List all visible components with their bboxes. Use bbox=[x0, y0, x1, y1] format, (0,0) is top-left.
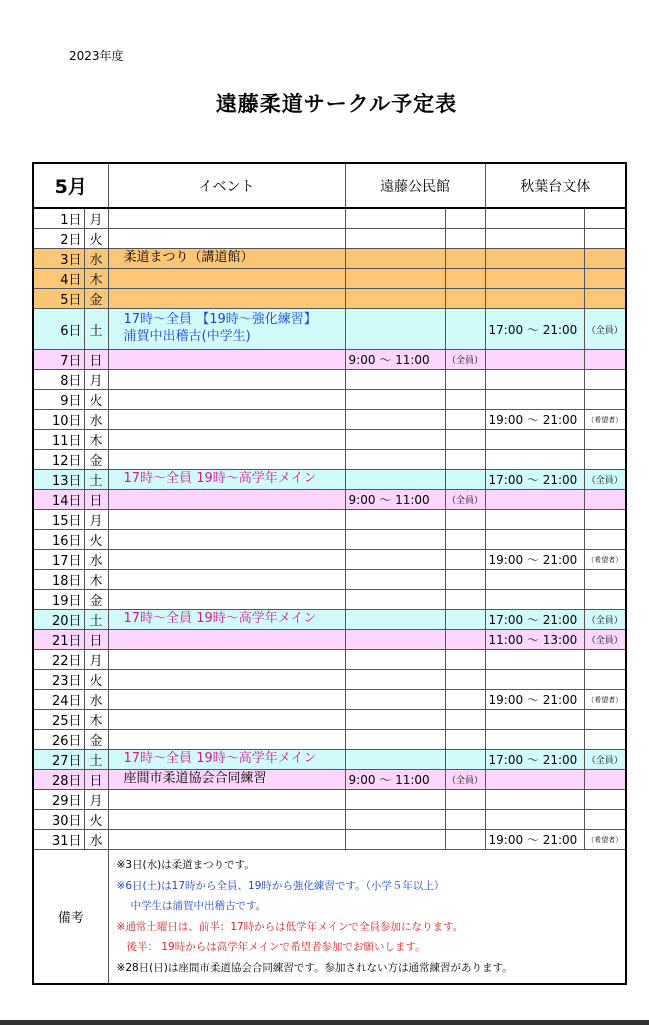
day-cell: 28日 bbox=[33, 770, 84, 790]
venue1-attendance-cell bbox=[445, 750, 485, 770]
venue1-attendance-cell bbox=[445, 510, 485, 530]
schedule-row bbox=[33, 770, 626, 790]
venue1-attendance-cell bbox=[445, 610, 485, 630]
day-cell: 5日 bbox=[33, 289, 84, 309]
event-cell bbox=[108, 690, 345, 710]
event-cell bbox=[108, 470, 345, 490]
day-cell: 21日 bbox=[33, 630, 84, 650]
weekday-cell: 金 bbox=[84, 590, 108, 610]
event-cell bbox=[108, 710, 345, 730]
schedule-row bbox=[33, 289, 626, 309]
event-cell bbox=[108, 249, 345, 269]
venue1-attendance-cell: （全員） bbox=[445, 350, 485, 370]
event-cell bbox=[108, 770, 345, 790]
weekday-cell: 金 bbox=[84, 289, 108, 309]
venue1-attendance-cell bbox=[445, 410, 485, 430]
weekday-cell: 火 bbox=[84, 530, 108, 550]
schedule-row bbox=[33, 229, 626, 249]
weekday-cell: 水 bbox=[84, 249, 108, 269]
event-cell bbox=[108, 810, 345, 830]
venue1-time-cell bbox=[345, 650, 445, 670]
event-cell bbox=[108, 450, 345, 470]
schedule-row bbox=[33, 530, 626, 550]
venue2-attendance-cell bbox=[584, 430, 626, 450]
venue1-time-cell bbox=[345, 670, 445, 690]
venue2-time-cell bbox=[485, 710, 584, 730]
event-cell bbox=[108, 610, 345, 630]
venue1-attendance-cell bbox=[445, 650, 485, 670]
venue2-time-cell bbox=[485, 530, 584, 550]
venue1-time-cell bbox=[345, 229, 445, 249]
weekday-cell: 木 bbox=[84, 710, 108, 730]
venue1-attendance-cell bbox=[445, 249, 485, 269]
day-cell: 15日 bbox=[33, 510, 84, 530]
schedule-row bbox=[33, 450, 626, 470]
day-cell: 27日 bbox=[33, 750, 84, 770]
venue1-attendance-cell: （全員） bbox=[445, 770, 485, 790]
event-cell bbox=[108, 350, 345, 370]
day-cell: 8日 bbox=[33, 370, 84, 390]
note-line: ※3日(水)は柔道まつりです。 bbox=[116, 859, 255, 871]
day-cell: 14日 bbox=[33, 490, 84, 510]
weekday-cell: 土 bbox=[84, 470, 108, 490]
note-line: ※通常土曜日は、前半：17時からは低学年メインで全員参加になります。 bbox=[116, 920, 464, 933]
venue1-column-heading: 遠藤公民館 bbox=[345, 163, 485, 208]
schedule-row bbox=[33, 269, 626, 289]
venue2-time-cell bbox=[485, 229, 584, 249]
venue2-time-cell: 19:00 ～ 21:00 bbox=[485, 830, 584, 850]
venue1-time-cell bbox=[345, 690, 445, 710]
weekday-cell: 金 bbox=[84, 730, 108, 750]
notes-lines bbox=[117, 855, 622, 978]
venue2-attendance-cell bbox=[584, 810, 626, 830]
event-cell bbox=[108, 650, 345, 670]
venue2-attendance-cell bbox=[584, 289, 626, 309]
venue1-time-cell bbox=[345, 410, 445, 430]
venue2-attendance-cell bbox=[584, 570, 626, 590]
event-cell bbox=[108, 750, 345, 770]
venue2-column-heading: 秋葉台文体 bbox=[485, 163, 626, 208]
venue1-attendance-cell bbox=[445, 790, 485, 810]
event-cell bbox=[108, 490, 345, 510]
event-cell bbox=[108, 309, 345, 350]
day-cell: 11日 bbox=[33, 430, 84, 450]
venue2-attendance-cell: （全員） bbox=[584, 750, 626, 770]
venue1-time-cell bbox=[345, 390, 445, 410]
schedule-row bbox=[33, 470, 626, 490]
day-cell: 10日 bbox=[33, 410, 84, 430]
venue2-attendance-cell bbox=[584, 249, 626, 269]
venue1-time-cell bbox=[345, 610, 445, 630]
venue2-time-cell bbox=[485, 650, 584, 670]
day-cell: 25日 bbox=[33, 710, 84, 730]
schedule-row bbox=[33, 390, 626, 410]
venue1-attendance-cell bbox=[445, 289, 485, 309]
day-cell: 12日 bbox=[33, 450, 84, 470]
venue2-attendance-cell: （全員） bbox=[584, 630, 626, 650]
venue2-attendance-cell bbox=[584, 450, 626, 470]
event-text: 17時～全員 19時～高学年メイン bbox=[123, 751, 317, 767]
event-cell bbox=[108, 208, 345, 229]
event-text-line2: 浦賀中出稽古(中学生) bbox=[123, 329, 251, 344]
event-cell bbox=[108, 790, 345, 810]
schedule-row bbox=[33, 249, 626, 269]
venue2-attendance-cell bbox=[584, 770, 626, 790]
venue2-time-cell: 19:00 ～ 21:00 bbox=[485, 550, 584, 570]
venue2-time-cell bbox=[485, 390, 584, 410]
venue1-attendance-cell bbox=[445, 570, 485, 590]
event-text: 座間市柔道協会合同練習 bbox=[123, 771, 267, 787]
schedule-row bbox=[33, 610, 626, 630]
weekday-cell: 月 bbox=[84, 650, 108, 670]
weekday-cell: 月 bbox=[84, 370, 108, 390]
venue1-time-cell bbox=[345, 289, 445, 309]
venue1-time-cell bbox=[345, 450, 445, 470]
venue2-time-cell: 19:00 ～ 21:00 bbox=[485, 410, 584, 430]
venue2-time-cell bbox=[485, 570, 584, 590]
fiscal-year-label: 2023年度 bbox=[69, 49, 124, 63]
venue2-attendance-cell bbox=[584, 510, 626, 530]
schedule-row bbox=[33, 350, 626, 370]
venue1-attendance-cell bbox=[445, 690, 485, 710]
venue2-time-cell bbox=[485, 350, 584, 370]
day-cell: 7日 bbox=[33, 350, 84, 370]
venue1-time-cell: 9:00 ～ 11:00 bbox=[345, 490, 445, 510]
schedule-row bbox=[33, 710, 626, 730]
weekday-cell: 火 bbox=[84, 810, 108, 830]
schedule-row bbox=[33, 410, 626, 430]
notes-row bbox=[33, 850, 626, 985]
weekday-cell: 月 bbox=[84, 510, 108, 530]
venue2-time-cell bbox=[485, 790, 584, 810]
venue1-time-cell bbox=[345, 630, 445, 650]
day-cell: 13日 bbox=[33, 470, 84, 490]
venue2-attendance-cell bbox=[584, 370, 626, 390]
event-cell bbox=[108, 570, 345, 590]
weekday-cell: 日 bbox=[84, 770, 108, 790]
weekday-cell: 水 bbox=[84, 550, 108, 570]
weekday-cell: 水 bbox=[84, 410, 108, 430]
event-cell bbox=[108, 590, 345, 610]
notes-label: 備考 bbox=[33, 850, 108, 985]
venue1-attendance-cell bbox=[445, 670, 485, 690]
venue2-attendance-cell bbox=[584, 730, 626, 750]
schedule-row bbox=[33, 750, 626, 770]
venue2-time-cell bbox=[485, 510, 584, 530]
venue2-time-cell bbox=[485, 490, 584, 510]
venue2-attendance-cell: （希望者） bbox=[584, 690, 626, 710]
schedule-row bbox=[33, 309, 626, 350]
weekday-cell: 木 bbox=[84, 430, 108, 450]
venue2-attendance-cell bbox=[584, 390, 626, 410]
venue2-attendance-cell: （希望者） bbox=[584, 550, 626, 570]
schedule-row bbox=[33, 550, 626, 570]
day-cell: 1日 bbox=[33, 208, 84, 229]
venue2-time-cell: 19:00 ～ 21:00 bbox=[485, 690, 584, 710]
weekday-cell: 火 bbox=[84, 229, 108, 249]
event-cell bbox=[108, 430, 345, 450]
weekday-cell: 火 bbox=[84, 670, 108, 690]
event-cell bbox=[108, 530, 345, 550]
schedule-row bbox=[33, 790, 626, 810]
venue1-attendance-cell bbox=[445, 430, 485, 450]
schedule-row bbox=[33, 810, 626, 830]
note-line: 中学生は浦賀中出稽古です。 bbox=[130, 900, 267, 912]
event-text: 17時～全員 【19時～強化練習】 bbox=[123, 312, 317, 328]
venue2-attendance-cell bbox=[584, 530, 626, 550]
venue2-time-cell: 17:00 ～ 21:00 bbox=[485, 470, 584, 490]
day-cell: 22日 bbox=[33, 650, 84, 670]
weekday-cell: 金 bbox=[84, 450, 108, 470]
venue1-time-cell bbox=[345, 430, 445, 450]
notes-content bbox=[108, 850, 626, 985]
venue2-time-cell bbox=[485, 670, 584, 690]
weekday-cell: 水 bbox=[84, 690, 108, 710]
venue1-time-cell bbox=[345, 470, 445, 490]
day-cell: 16日 bbox=[33, 530, 84, 550]
day-cell: 31日 bbox=[33, 830, 84, 850]
venue1-attendance-cell bbox=[445, 550, 485, 570]
venue1-attendance-cell bbox=[445, 370, 485, 390]
venue2-attendance-cell: （全員） bbox=[584, 470, 626, 490]
schedule-row bbox=[33, 830, 626, 850]
venue2-attendance-cell: （希望者） bbox=[584, 410, 626, 430]
venue1-time-cell bbox=[345, 730, 445, 750]
venue2-attendance-cell bbox=[584, 710, 626, 730]
day-cell: 18日 bbox=[33, 570, 84, 590]
event-cell bbox=[108, 229, 345, 249]
venue2-time-cell: 11:00 ～ 13:00 bbox=[485, 630, 584, 650]
day-cell: 19日 bbox=[33, 590, 84, 610]
event-cell bbox=[108, 830, 345, 850]
day-cell: 23日 bbox=[33, 670, 84, 690]
day-cell: 20日 bbox=[33, 610, 84, 630]
note-line: ※6日(土)は17時から全員、19時から強化練習です。（小学５年以上） bbox=[116, 879, 445, 892]
venue1-time-cell bbox=[345, 249, 445, 269]
venue2-attendance-cell: （全員） bbox=[584, 309, 626, 350]
venue2-time-cell bbox=[485, 249, 584, 269]
event-cell bbox=[108, 550, 345, 570]
venue1-time-cell bbox=[345, 790, 445, 810]
venue2-attendance-cell bbox=[584, 208, 626, 229]
venue1-attendance-cell bbox=[445, 710, 485, 730]
day-cell: 26日 bbox=[33, 730, 84, 750]
note-line: 後半： 19時からは高学年メインで希望者参加でお願いします。 bbox=[126, 941, 426, 953]
venue1-attendance-cell bbox=[445, 470, 485, 490]
day-cell: 2日 bbox=[33, 229, 84, 249]
venue1-attendance-cell bbox=[445, 450, 485, 470]
venue1-time-cell bbox=[345, 810, 445, 830]
venue2-time-cell bbox=[485, 430, 584, 450]
venue1-time-cell bbox=[345, 208, 445, 229]
day-cell: 29日 bbox=[33, 790, 84, 810]
venue1-time-cell bbox=[345, 550, 445, 570]
venue1-attendance-cell bbox=[445, 810, 485, 830]
day-cell: 17日 bbox=[33, 550, 84, 570]
weekday-cell: 水 bbox=[84, 830, 108, 850]
venue1-attendance-cell bbox=[445, 390, 485, 410]
venue2-time-cell: 17:00 ～ 21:00 bbox=[485, 750, 584, 770]
schedule-row bbox=[33, 430, 626, 450]
schedule-row bbox=[33, 590, 626, 610]
event-cell bbox=[108, 370, 345, 390]
venue1-attendance-cell bbox=[445, 730, 485, 750]
weekday-cell: 木 bbox=[84, 570, 108, 590]
venue1-time-cell bbox=[345, 370, 445, 390]
venue2-time-cell bbox=[485, 450, 584, 470]
venue2-time-cell bbox=[485, 590, 584, 610]
venue1-attendance-cell bbox=[445, 229, 485, 249]
schedule-table bbox=[32, 162, 627, 985]
venue1-time-cell bbox=[345, 830, 445, 850]
schedule-row bbox=[33, 670, 626, 690]
weekday-cell: 日 bbox=[84, 630, 108, 650]
weekday-cell: 土 bbox=[84, 309, 108, 350]
schedule-row bbox=[33, 730, 626, 750]
venue1-attendance-cell bbox=[445, 530, 485, 550]
weekday-cell: 木 bbox=[84, 269, 108, 289]
schedule-row bbox=[33, 490, 626, 510]
venue2-attendance-cell bbox=[584, 670, 626, 690]
venue1-attendance-cell: （全員） bbox=[445, 490, 485, 510]
venue1-time-cell: 9:00 ～ 11:00 bbox=[345, 770, 445, 790]
event-cell bbox=[108, 269, 345, 289]
weekday-cell: 土 bbox=[84, 610, 108, 630]
venue2-time-cell bbox=[485, 730, 584, 750]
event-cell bbox=[108, 730, 345, 750]
event-cell bbox=[108, 390, 345, 410]
schedule-row bbox=[33, 370, 626, 390]
venue1-time-cell bbox=[345, 530, 445, 550]
venue2-attendance-cell bbox=[584, 269, 626, 289]
note-line: ※28日(日)は座間市柔道協会合同練習です。参加されない方は通常練習があります。 bbox=[116, 961, 513, 974]
venue2-time-cell: 17:00 ～ 21:00 bbox=[485, 309, 584, 350]
venue2-time-cell bbox=[485, 208, 584, 229]
venue2-attendance-cell: （希望者） bbox=[584, 830, 626, 850]
venue2-time-cell: 17:00 ～ 21:00 bbox=[485, 610, 584, 630]
month-heading: 5月 bbox=[33, 163, 108, 208]
venue1-attendance-cell bbox=[445, 590, 485, 610]
venue2-time-cell bbox=[485, 269, 584, 289]
venue1-time-cell bbox=[345, 269, 445, 289]
venue2-attendance-cell bbox=[584, 590, 626, 610]
venue2-time-cell bbox=[485, 370, 584, 390]
venue1-time-cell bbox=[345, 510, 445, 530]
day-cell: 9日 bbox=[33, 390, 84, 410]
venue1-attendance-cell bbox=[445, 830, 485, 850]
weekday-cell: 日 bbox=[84, 490, 108, 510]
venue1-attendance-cell bbox=[445, 269, 485, 289]
day-cell: 30日 bbox=[33, 810, 84, 830]
venue2-attendance-cell bbox=[584, 229, 626, 249]
venue2-attendance-cell bbox=[584, 490, 626, 510]
venue1-attendance-cell bbox=[445, 309, 485, 350]
table-header-row bbox=[33, 163, 626, 208]
venue1-time-cell bbox=[345, 309, 445, 350]
venue1-time-cell bbox=[345, 570, 445, 590]
schedule-row bbox=[33, 570, 626, 590]
venue1-attendance-cell bbox=[445, 630, 485, 650]
day-cell: 4日 bbox=[33, 269, 84, 289]
venue2-attendance-cell bbox=[584, 350, 626, 370]
event-cell bbox=[108, 289, 345, 309]
schedule-row bbox=[33, 208, 626, 229]
weekday-cell: 土 bbox=[84, 750, 108, 770]
venue1-time-cell bbox=[345, 750, 445, 770]
schedule-row bbox=[33, 690, 626, 710]
day-cell: 3日 bbox=[33, 249, 84, 269]
day-cell: 6日 bbox=[33, 309, 84, 350]
venue1-time-cell: 9:00 ～ 11:00 bbox=[345, 350, 445, 370]
event-cell bbox=[108, 670, 345, 690]
weekday-cell: 月 bbox=[84, 208, 108, 229]
venue2-attendance-cell: （全員） bbox=[584, 610, 626, 630]
event-cell bbox=[108, 410, 345, 430]
weekday-cell: 月 bbox=[84, 790, 108, 810]
schedule-row bbox=[33, 630, 626, 650]
venue1-time-cell bbox=[345, 710, 445, 730]
event-text: 柔道まつり（講道館） bbox=[123, 250, 254, 266]
venue2-time-cell bbox=[485, 289, 584, 309]
bottom-bar bbox=[0, 1020, 649, 1025]
event-cell bbox=[108, 510, 345, 530]
venue2-attendance-cell bbox=[584, 790, 626, 810]
venue2-time-cell bbox=[485, 770, 584, 790]
venue1-attendance-cell bbox=[445, 208, 485, 229]
venue2-time-cell bbox=[485, 810, 584, 830]
venue2-attendance-cell bbox=[584, 650, 626, 670]
event-text: 17時～全員 19時～高学年メイン bbox=[123, 611, 317, 627]
event-text: 17時～全員 19時～高学年メイン bbox=[123, 471, 317, 487]
schedule-body bbox=[33, 208, 626, 850]
venue1-time-cell bbox=[345, 590, 445, 610]
event-column-heading: イベント bbox=[108, 163, 345, 208]
weekday-cell: 日 bbox=[84, 350, 108, 370]
day-cell: 24日 bbox=[33, 690, 84, 710]
event-cell bbox=[108, 630, 345, 650]
weekday-cell: 火 bbox=[84, 390, 108, 410]
page-title: 遠藤柔道サークル予定表 bbox=[215, 92, 458, 116]
schedule-row bbox=[33, 510, 626, 530]
schedule-row bbox=[33, 650, 626, 670]
